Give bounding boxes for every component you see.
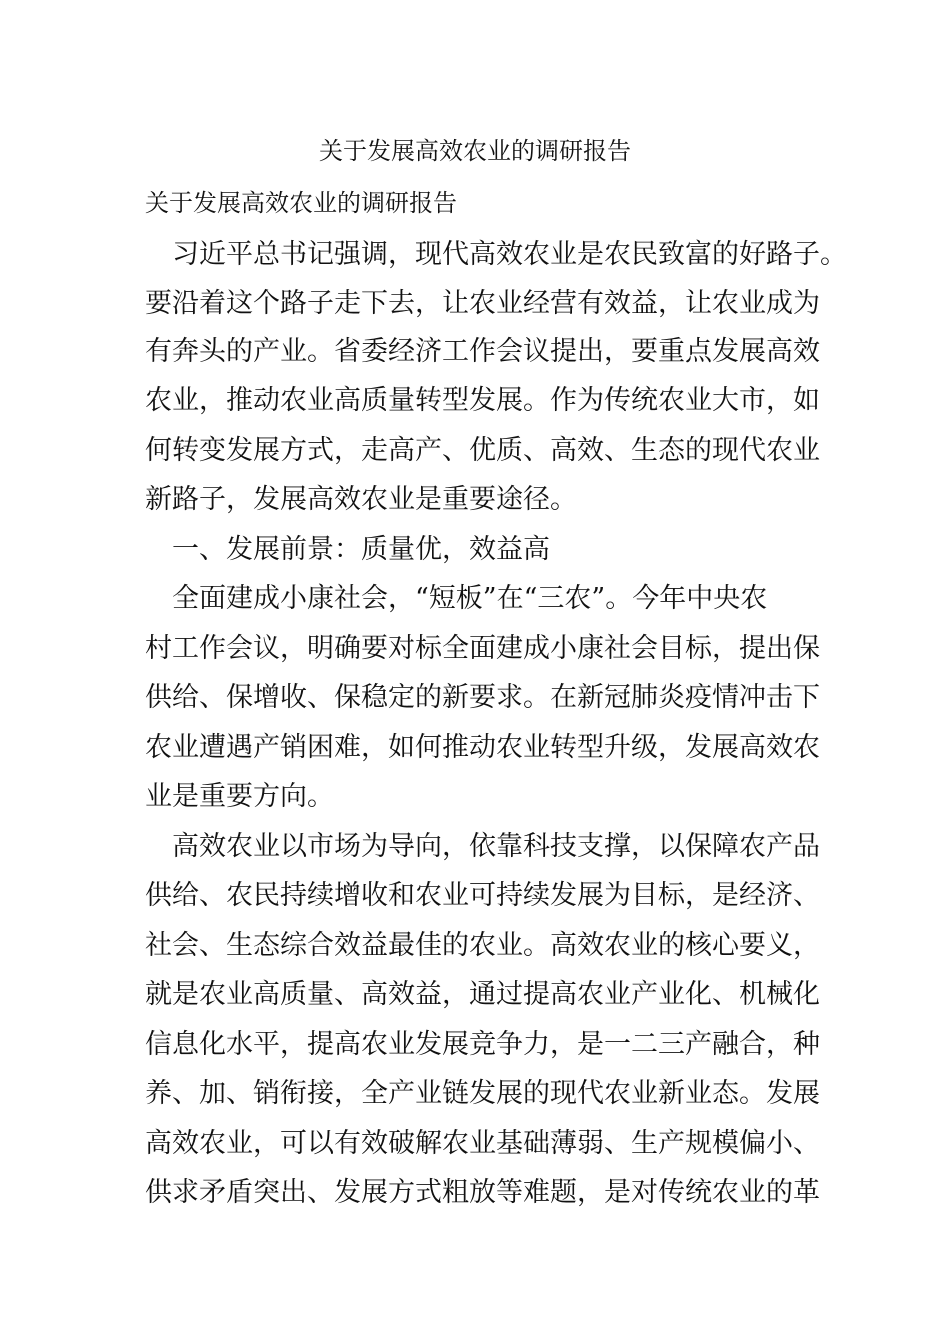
document-subtitle: 关于发展高效农业的调研报告: [145, 189, 457, 217]
paragraph-line: 要沿着这个路子走下去，让农业经营有效益，让农业成为: [145, 288, 820, 319]
document-title: 关于发展高效农业的调研报告: [319, 137, 631, 165]
paragraph-line: 何转变发展方式，走高产、优质、高效、生态的现代农业: [145, 435, 820, 466]
paragraph-line: 新路子，发展高效农业是重要途径。: [145, 484, 577, 515]
paragraph-line: 农业，推动农业高质量转型发展。作为传统农业大市，如: [145, 385, 820, 416]
paragraph-line: 供给、农民持续增收和农业可持续发展为目标，是经济、: [145, 880, 820, 911]
paragraph-line: 供求矛盾突出、发展方式粗放等难题，是对传统农业的革: [145, 1177, 820, 1208]
paragraph-line: 习近平总书记强调，现代高效农业是农民致富的好路子。: [145, 239, 847, 270]
paragraph-line: 高效农业，可以有效破解农业基础薄弱、生产规模偏小、: [145, 1128, 820, 1159]
paragraph-line: 信息化水平，提高农业发展竞争力，是一二三产融合，种: [145, 1029, 820, 1060]
section-heading: 一、发展前景：质量优，效益高: [145, 534, 550, 565]
paragraph-line: 就是农业高质量、高效益，通过提高农业产业化、机械化: [145, 979, 820, 1010]
paragraph-line: 全面建成小康社会，“短板”在“三农”。今年中央农: [145, 583, 768, 614]
paragraph-line: 农业遭遇产销困难，如何推动农业转型升级，发展高效农: [145, 732, 820, 763]
paragraph-line: 业是重要方向。: [145, 781, 334, 812]
paragraph-line: 有奔头的产业。省委经济工作会议提出，要重点发展高效: [145, 336, 820, 367]
paragraph-line: 供给、保增收、保稳定的新要求。在新冠肺炎疫情冲击下: [145, 682, 820, 713]
paragraph-line: 高效农业以市场为导向，依靠科技支撑，以保障农产品: [145, 831, 820, 862]
paragraph-line: 村工作会议，明确要对标全面建成小康社会目标，提出保: [145, 633, 820, 664]
paragraph-line: 社会、生态综合效益最佳的农业。高效农业的核心要义，: [145, 930, 820, 961]
paragraph-line: 养、加、销衔接，全产业链发展的现代农业新业态。发展: [145, 1078, 820, 1109]
